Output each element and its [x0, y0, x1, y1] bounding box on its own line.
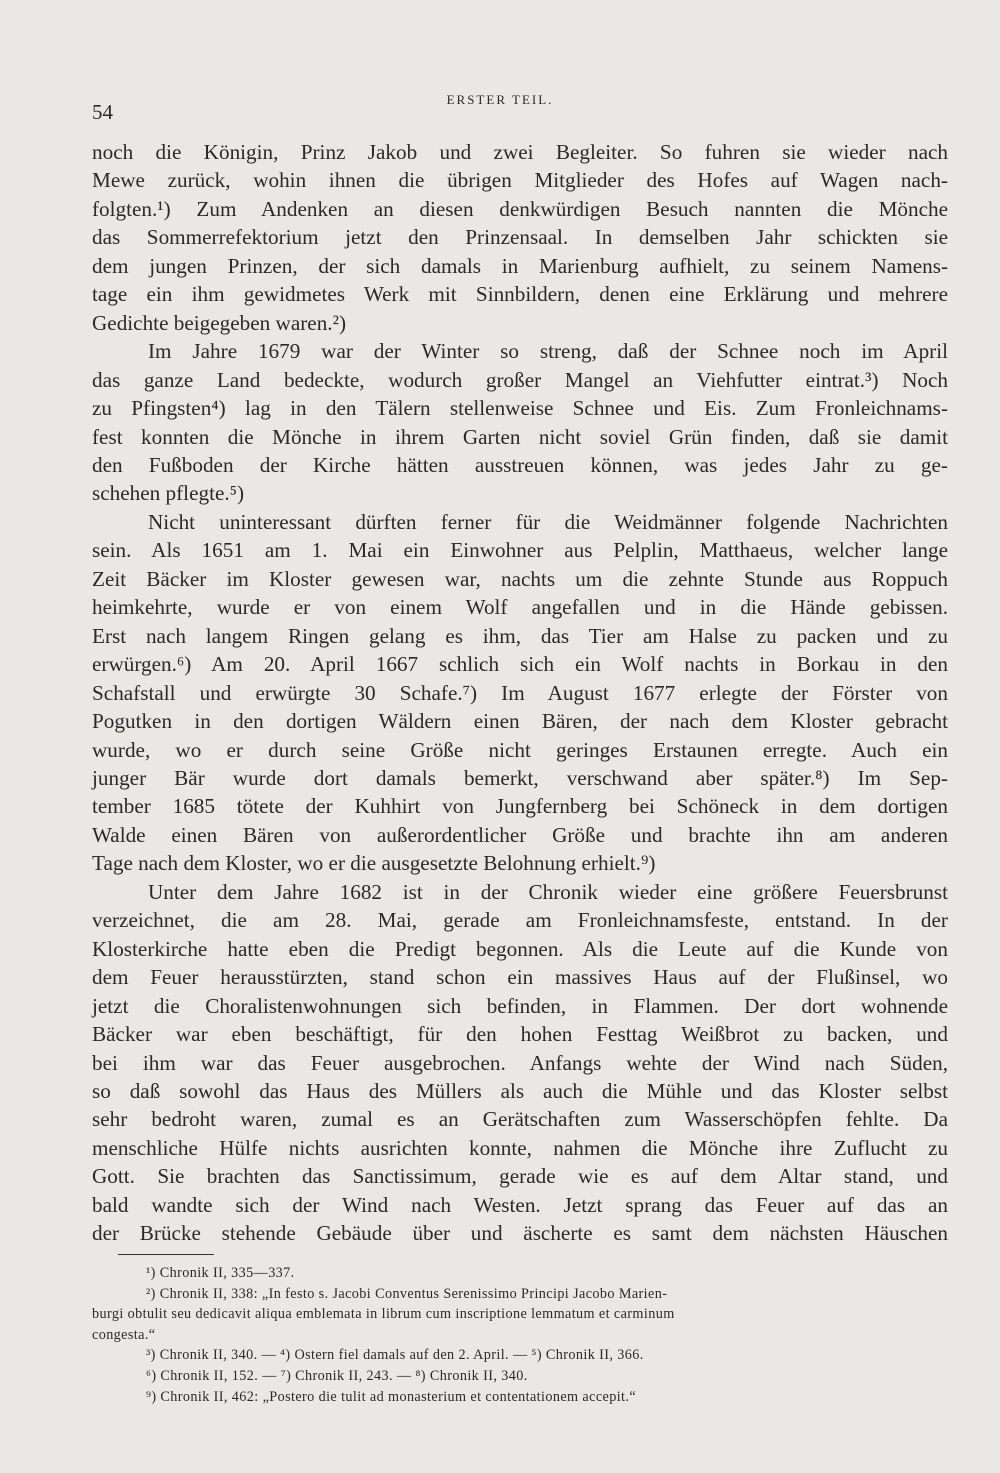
text-line: dem Feuer herausstürzten, stand schon ein massives Haus auf der Flußinsel, wo [92, 965, 948, 990]
text-line: zu Pfingsten⁴) lag in den Tälern stellenweise Schnee und Eis. Zum Fronleichnams- [92, 396, 948, 421]
text-line: Nicht uninteressant dürften ferner für die Weidmänner folgende Nachrichten [148, 509, 948, 534]
text-line: bald wandte sich der Wind nach Westen. Jetzt sprang das Feuer auf das an [92, 1192, 948, 1217]
text-line: Zeit Bäcker im Kloster gewesen war, nachts um die zehnte Stunde aus Roppuch [92, 566, 948, 591]
footnote: ⁶) Chronik II, 152. — ⁷) Chronik II, 243. — ⁸) Chronik II, 340. [146, 1367, 528, 1384]
text-line: erwürgen.⁶) Am 20. April 1667 schlich sich ein Wolf nachts in Borkau in den [92, 652, 948, 677]
body-text [92, 138, 948, 1248]
text-line: Tage nach dem Kloster, wo er die ausgesetzte Belohnung erhielt.⁹) [92, 851, 656, 876]
footnote-divider [118, 1254, 214, 1255]
text-line: folgten.¹) Zum Andenken an diesen denkwürdigen Besuch nannten die Mönche [92, 196, 948, 221]
text-line: bei ihm war das Feuer ausgebrochen. Anfangs wehte der Wind nach Süden, [92, 1050, 948, 1075]
footnote: ²) Chronik II, 338: „In festo s. Jacobi Conventus Serenissimo Principi Jacobo Marien- [146, 1285, 668, 1302]
text-line: den Fußboden der Kirche hätten ausstreuen können, was jedes Jahr zu ge- [92, 452, 948, 477]
text-line: verzeichnet, die am 28. Mai, gerade am Fronleichnamsfeste, entstand. In der [92, 908, 948, 933]
text-line: jetzt die Choralistenwohnungen sich befinden, in Flammen. Der dort wohnende [92, 993, 948, 1018]
text-line: schehen pflegte.⁵) [92, 481, 245, 506]
text-line: fest konnten die Mönche in ihrem Garten nicht soviel Grün finden, daß sie damit [92, 424, 948, 449]
text-line: Klosterkirche hatte eben die Predigt begonnen. Als die Leute auf die Kunde von [92, 936, 948, 961]
text-line: Bäcker war eben beschäftigt, für den hohen Festtag Weißbrot zu backen, und [92, 1022, 948, 1047]
text-line: junger Bär wurde dort damals bemerkt, verschwand aber später.⁸) Im Sep- [92, 765, 948, 790]
text-line: Erst nach langem Ringen gelang es ihm, das Tier am Halse zu packen und zu [92, 623, 948, 648]
text-line: Pogutken in den dortigen Wäldern einen Bären, der nach dem Kloster gebracht [92, 709, 948, 734]
footnote: burgi obtulit seu dedicavit aliqua emblemata in librum cum inscriptione lemmatum et carminum [92, 1306, 675, 1323]
text-line: Mewe zurück, wohin ihnen die übrigen Mitglieder des Hofes auf Wagen nach- [92, 168, 948, 193]
text-line: sein. Als 1651 am 1. Mai ein Einwohner aus Pelplin, Matthaeus, welcher lange [92, 538, 948, 563]
text-line: dem jungen Prinzen, der sich damals in Marienburg aufhielt, zu seinem Namens- [92, 253, 948, 278]
text-line: Schafstall und erwürgte 30 Schafe.⁷) Im August 1677 erlegte der Förster von [92, 680, 948, 705]
text-line: noch die Königin, Prinz Jakob und zwei Begleiter. So fuhren sie wieder nach [92, 140, 948, 164]
text-line: wurde, wo er durch seine Größe nicht geringes Erstaunen erregte. Auch ein [92, 737, 948, 762]
footnote: ³) Chronik II, 340. — ⁴) Ostern fiel damals auf den 2. April. — ⁵) Chronik II, 366. [146, 1347, 644, 1364]
text-line: das Sommerrefektorium jetzt den Prinzensaal. In demselben Jahr schickten sie [92, 225, 948, 250]
text-line: Walde einen Bären von außerordentlicher Größe und brachte ihn am anderen [92, 822, 948, 847]
text-line: so daß sowohl das Haus des Müllers als auch die Mühle und das Kloster selbst [92, 1078, 948, 1103]
running-head: ERSTER TEIL. [446, 92, 554, 107]
text-line: der Brücke stehende Gebäude über und äscherte es samt dem nächsten Häuschen [92, 1221, 948, 1246]
text-line: heimkehrte, wurde er von einem Wolf angefallen und in die Hände gebissen. [92, 595, 948, 620]
footnote: congesta.“ [92, 1326, 156, 1343]
footnote: ¹) Chronik II, 335—337. [146, 1265, 295, 1281]
text-line: sehr bedroht waren, zumal es an Gerätschaften zum Wasserschöpfen fehlte. Da [92, 1107, 948, 1132]
text-line: tage ein ihm gewidmetes Werk mit Sinnbildern, denen eine Erklärung und mehrere [92, 282, 948, 307]
footnotes [92, 1263, 954, 1407]
text-line: Im Jahre 1679 war der Winter so streng, daß der Schnee noch im April [148, 339, 948, 364]
text-line: Gott. Sie brachten das Sanctissimum, gerade wie es auf dem Altar stand, und [92, 1164, 948, 1189]
text-line: menschliche Hülfe nichts ausrichten konnte, nahmen die Mönche ihre Zuflucht zu [92, 1135, 948, 1160]
text-line: das ganze Land bedeckte, wodurch großer Mangel an Viehfutter eintrat.³) Noch [92, 367, 948, 392]
text-line: tember 1685 tötete der Kuhhirt von Jungfernberg bei Schöneck in dem dortigen [92, 794, 948, 819]
page-number: 54 [92, 100, 113, 124]
text-line: Unter dem Jahre 1682 ist in der Chronik wieder eine größere Feuersbrunst [148, 879, 948, 904]
text-line: Gedichte beigegeben waren.²) [92, 310, 347, 335]
footnote: ⁹) Chronik II, 462: „Postero die tulit ad monasterium et contentationem accepit.“ [146, 1388, 637, 1405]
